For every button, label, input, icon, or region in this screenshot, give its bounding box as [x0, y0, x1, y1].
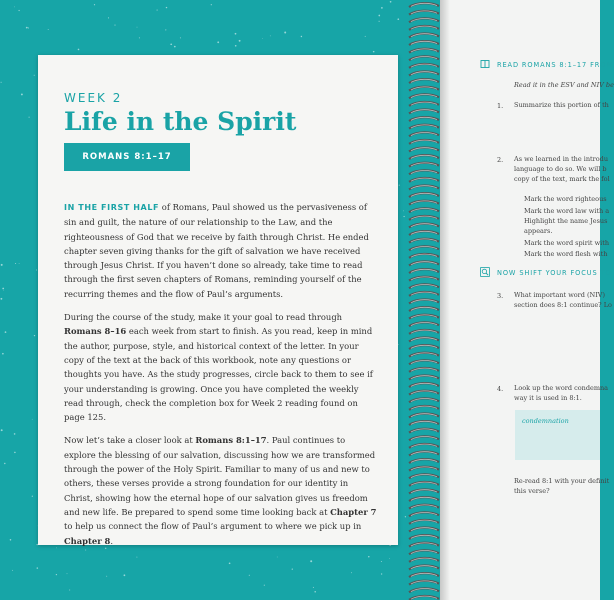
speckle: [310, 560, 312, 562]
speckle: [365, 36, 366, 37]
marking-instruction: Mark the word law with a: [524, 207, 610, 215]
question-number: 1.: [497, 102, 504, 110]
question-number: 4.: [497, 385, 504, 393]
speckle: [2, 353, 4, 355]
lead-in: IN THE FIRST HALF: [64, 203, 160, 212]
speckle: [403, 216, 404, 217]
speckle: [1, 264, 3, 266]
magnifier-icon: [480, 267, 490, 277]
speckle: [69, 590, 70, 591]
speckle: [78, 49, 80, 51]
definition-box-label: condemnation: [522, 417, 569, 425]
speckle: [67, 573, 68, 574]
question-2-line-2: language to do so. We will b: [514, 165, 607, 173]
marking-instruction: Mark the word spirit with: [524, 239, 610, 247]
section-heading-focus: NOW SHIFT YOUR FOCUS TO: [497, 269, 612, 277]
p3-text-e: to help us connect the flow of Paul’s argument to where we pick up in: [64, 521, 362, 532]
p3-text-c: . Paul continues to explore the blessing of our salvation, discussing how we are transformed through the power of the Holy Spirit. Familiar to many of us and new to others, these verses provide a strong foundation for our identity in Christ, showing how the eternal hope of our salvation gives us freedom and new life. Be prepared to spend some time looking back at: [64, 435, 376, 517]
speckle: [3, 290, 4, 291]
speckle: [235, 33, 237, 35]
instruction-text: Read it in the ESV and NIV be: [514, 81, 614, 89]
speckle: [4, 463, 5, 464]
speckle: [174, 46, 176, 48]
speckle: [2, 288, 4, 290]
speckle: [381, 561, 382, 562]
speckle: [32, 496, 33, 497]
book-icon: [480, 59, 490, 69]
speckle: [157, 10, 158, 11]
speckle: [28, 27, 29, 28]
speckle: [403, 211, 404, 212]
speckle: [124, 574, 126, 576]
speckle: [166, 7, 167, 8]
reference-badge: ROMANS 8:1–17: [64, 143, 190, 171]
marking-instruction: Highlight the name Jesus: [524, 217, 608, 225]
week-label: WEEK 2: [64, 91, 123, 105]
speckle: [399, 185, 400, 186]
speckle: [405, 516, 406, 517]
speckle: [1, 82, 2, 83]
speckle: [94, 4, 95, 5]
speckle: [5, 331, 7, 333]
p3-text-a: Now let’s take a closer look at: [64, 435, 196, 446]
speckle: [378, 15, 380, 17]
speckle: [10, 539, 12, 541]
speckle: [0, 298, 2, 300]
speckle: [397, 18, 399, 20]
speckle: [262, 38, 263, 39]
speckle: [18, 10, 19, 11]
speckle: [284, 32, 286, 34]
p2-bold: Romans 8–16: [64, 326, 127, 337]
speckle: [32, 419, 33, 420]
speckle: [264, 585, 265, 586]
p3-bold-ref: Romans 8:1–17: [195, 435, 267, 446]
p3-bold-ch8: Chapter 8: [64, 535, 111, 546]
speckle: [14, 452, 16, 454]
speckle: [19, 263, 20, 264]
body-text: [64, 200, 379, 557]
question-2-line-3: copy of the text, mark the fol: [514, 175, 610, 183]
question-3-line-1: What important word (NIV): [514, 291, 606, 299]
paragraph-1: [64, 200, 379, 301]
speckle: [389, 558, 390, 559]
speckle: [1, 429, 3, 431]
speckle: [114, 25, 115, 26]
speckle: [381, 573, 382, 574]
speckle: [29, 117, 30, 118]
speckle: [165, 29, 166, 30]
question-4-line-2: way it is used in 8:1.: [514, 394, 582, 402]
p2-text-a: During the course of the study, make it your goal to read through: [64, 312, 343, 323]
question-number: 3.: [497, 292, 504, 300]
speckle: [235, 45, 237, 47]
speckle: [379, 21, 380, 22]
speckle: [34, 75, 35, 76]
speckle: [15, 263, 16, 264]
speckle: [170, 43, 172, 45]
speckle: [34, 335, 35, 336]
paragraph-2: [64, 310, 379, 424]
marking-instruction: appears.: [524, 227, 553, 235]
page-gutter-shadow: [440, 0, 450, 600]
question-4-line-1: Look up the word condemna: [514, 384, 609, 392]
speckle: [137, 27, 138, 28]
speckle: [249, 575, 250, 576]
speckle: [373, 51, 375, 53]
speckle: [239, 40, 241, 42]
paragraph-3: [64, 433, 379, 547]
speckle: [398, 344, 399, 345]
question-5-line-1: Re-read 8:1 with your definit: [514, 477, 610, 485]
speckle: [106, 576, 107, 577]
page-title: Life in the Spirit: [64, 107, 297, 136]
p3-bold-ch7: Chapter 7: [330, 506, 377, 517]
speckle: [37, 567, 38, 568]
speckle: [381, 7, 383, 9]
speckle: [314, 591, 316, 593]
left-page: [38, 55, 398, 545]
speckle: [108, 17, 109, 18]
speckle: [56, 574, 57, 575]
question-5-line-2: this verse?: [514, 487, 550, 495]
section-heading-read: READ ROMANS 8:1–17 FROM: [497, 61, 613, 69]
speckle: [26, 27, 28, 29]
speckle: [56, 548, 57, 549]
speckle: [301, 36, 302, 37]
marking-instruction: Mark the word righteous: [524, 195, 607, 203]
spiral-binding: [407, 0, 441, 600]
speckle: [270, 35, 271, 36]
speckle: [390, 1, 392, 3]
question-2-line-1: As we learned in the introdu: [514, 155, 609, 163]
marking-instruction: Mark the word flesh with: [524, 250, 608, 258]
speckle: [217, 41, 219, 43]
speckle: [351, 572, 352, 573]
p2-text-c: each week from start to finish. As you read, keep in mind the author, purpose, style, and historical context of the letter. In your copy of the text at the back of this workbook, note any questions or thoughts you have. As the study progresses, circle back to them to see if your understanding is growing. Once you have completed the weekly read through, check the completion box for Week 2 reading found on page 125.: [64, 326, 373, 423]
speckle: [139, 37, 140, 38]
p3-text-g: .: [110, 535, 114, 546]
speckle: [211, 4, 212, 5]
question-number: 2.: [497, 156, 504, 164]
speckle: [21, 93, 23, 95]
speckle: [14, 7, 15, 8]
speckle: [313, 587, 314, 588]
speckle: [36, 270, 37, 271]
speckle: [229, 562, 231, 564]
speckle: [14, 433, 16, 435]
speckle: [12, 570, 13, 571]
question-3-line-2: section does 8:1 continue? Lo: [514, 301, 612, 309]
question-1: Summarize this portion of th: [514, 101, 609, 109]
speckle: [48, 29, 49, 30]
speckle: [180, 37, 181, 38]
speckle: [292, 568, 293, 569]
paragraph-1-text: of Romans, Paul showed us the pervasiveness of sin and guilt, the nature of our relationship to the Law, and the righteousness of God that we receive by faith through Christ. He ended chapter seven giving thanks for the gift of salvation we have received through Jesus Christ. If you haven’t done so already, take time to read through the first seven chapters of Romans, reminding yourself of the recurring themes and the flow of Paul’s arguments.: [64, 202, 369, 299]
